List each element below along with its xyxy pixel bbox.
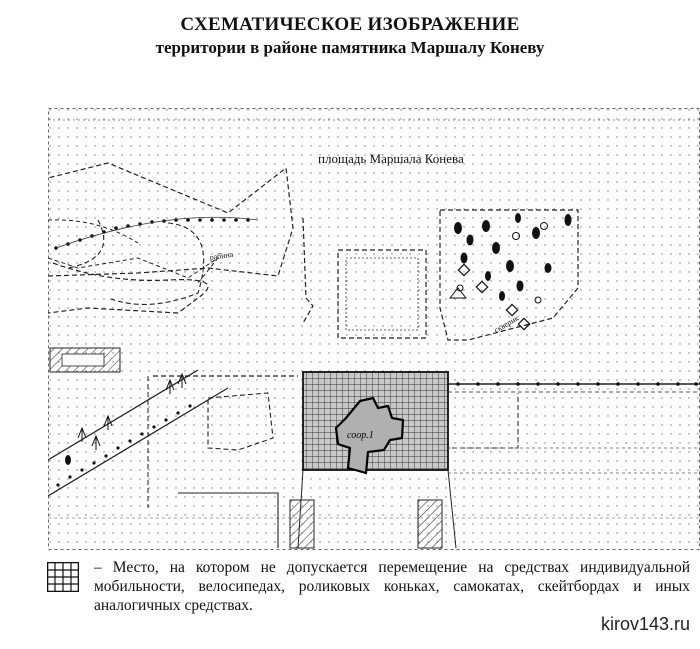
territory-map xyxy=(48,108,700,550)
legend-description xyxy=(94,558,690,615)
map-title: СХЕМАТИЧЕСКОЕ ИЗОБРАЖЕНИЕ xyxy=(180,14,520,35)
stairs-left xyxy=(50,348,120,372)
watermark-text: kirov143.ru xyxy=(600,614,690,634)
legend-text: Место, на котором не допускается перемещение на средствах индивидуальной мобильности, велосипедах, роликовых коньках, самокатах, скейтбордах и иных аналогичных средствах. xyxy=(94,559,690,614)
lawn-label-right: скверик xyxy=(492,313,521,335)
square-name-label: площадь Маршала Конева xyxy=(318,151,464,166)
legend-grid-swatch xyxy=(47,562,79,592)
lawn-label-left: рабина xyxy=(209,249,234,262)
map-background xyxy=(48,108,700,550)
legend-dash: – xyxy=(94,559,102,576)
map-subtitle: территории в районе памятника Маршалу Коневу xyxy=(155,38,545,57)
restricted-zone xyxy=(303,372,448,473)
structure-label: соор.1 xyxy=(347,430,374,441)
